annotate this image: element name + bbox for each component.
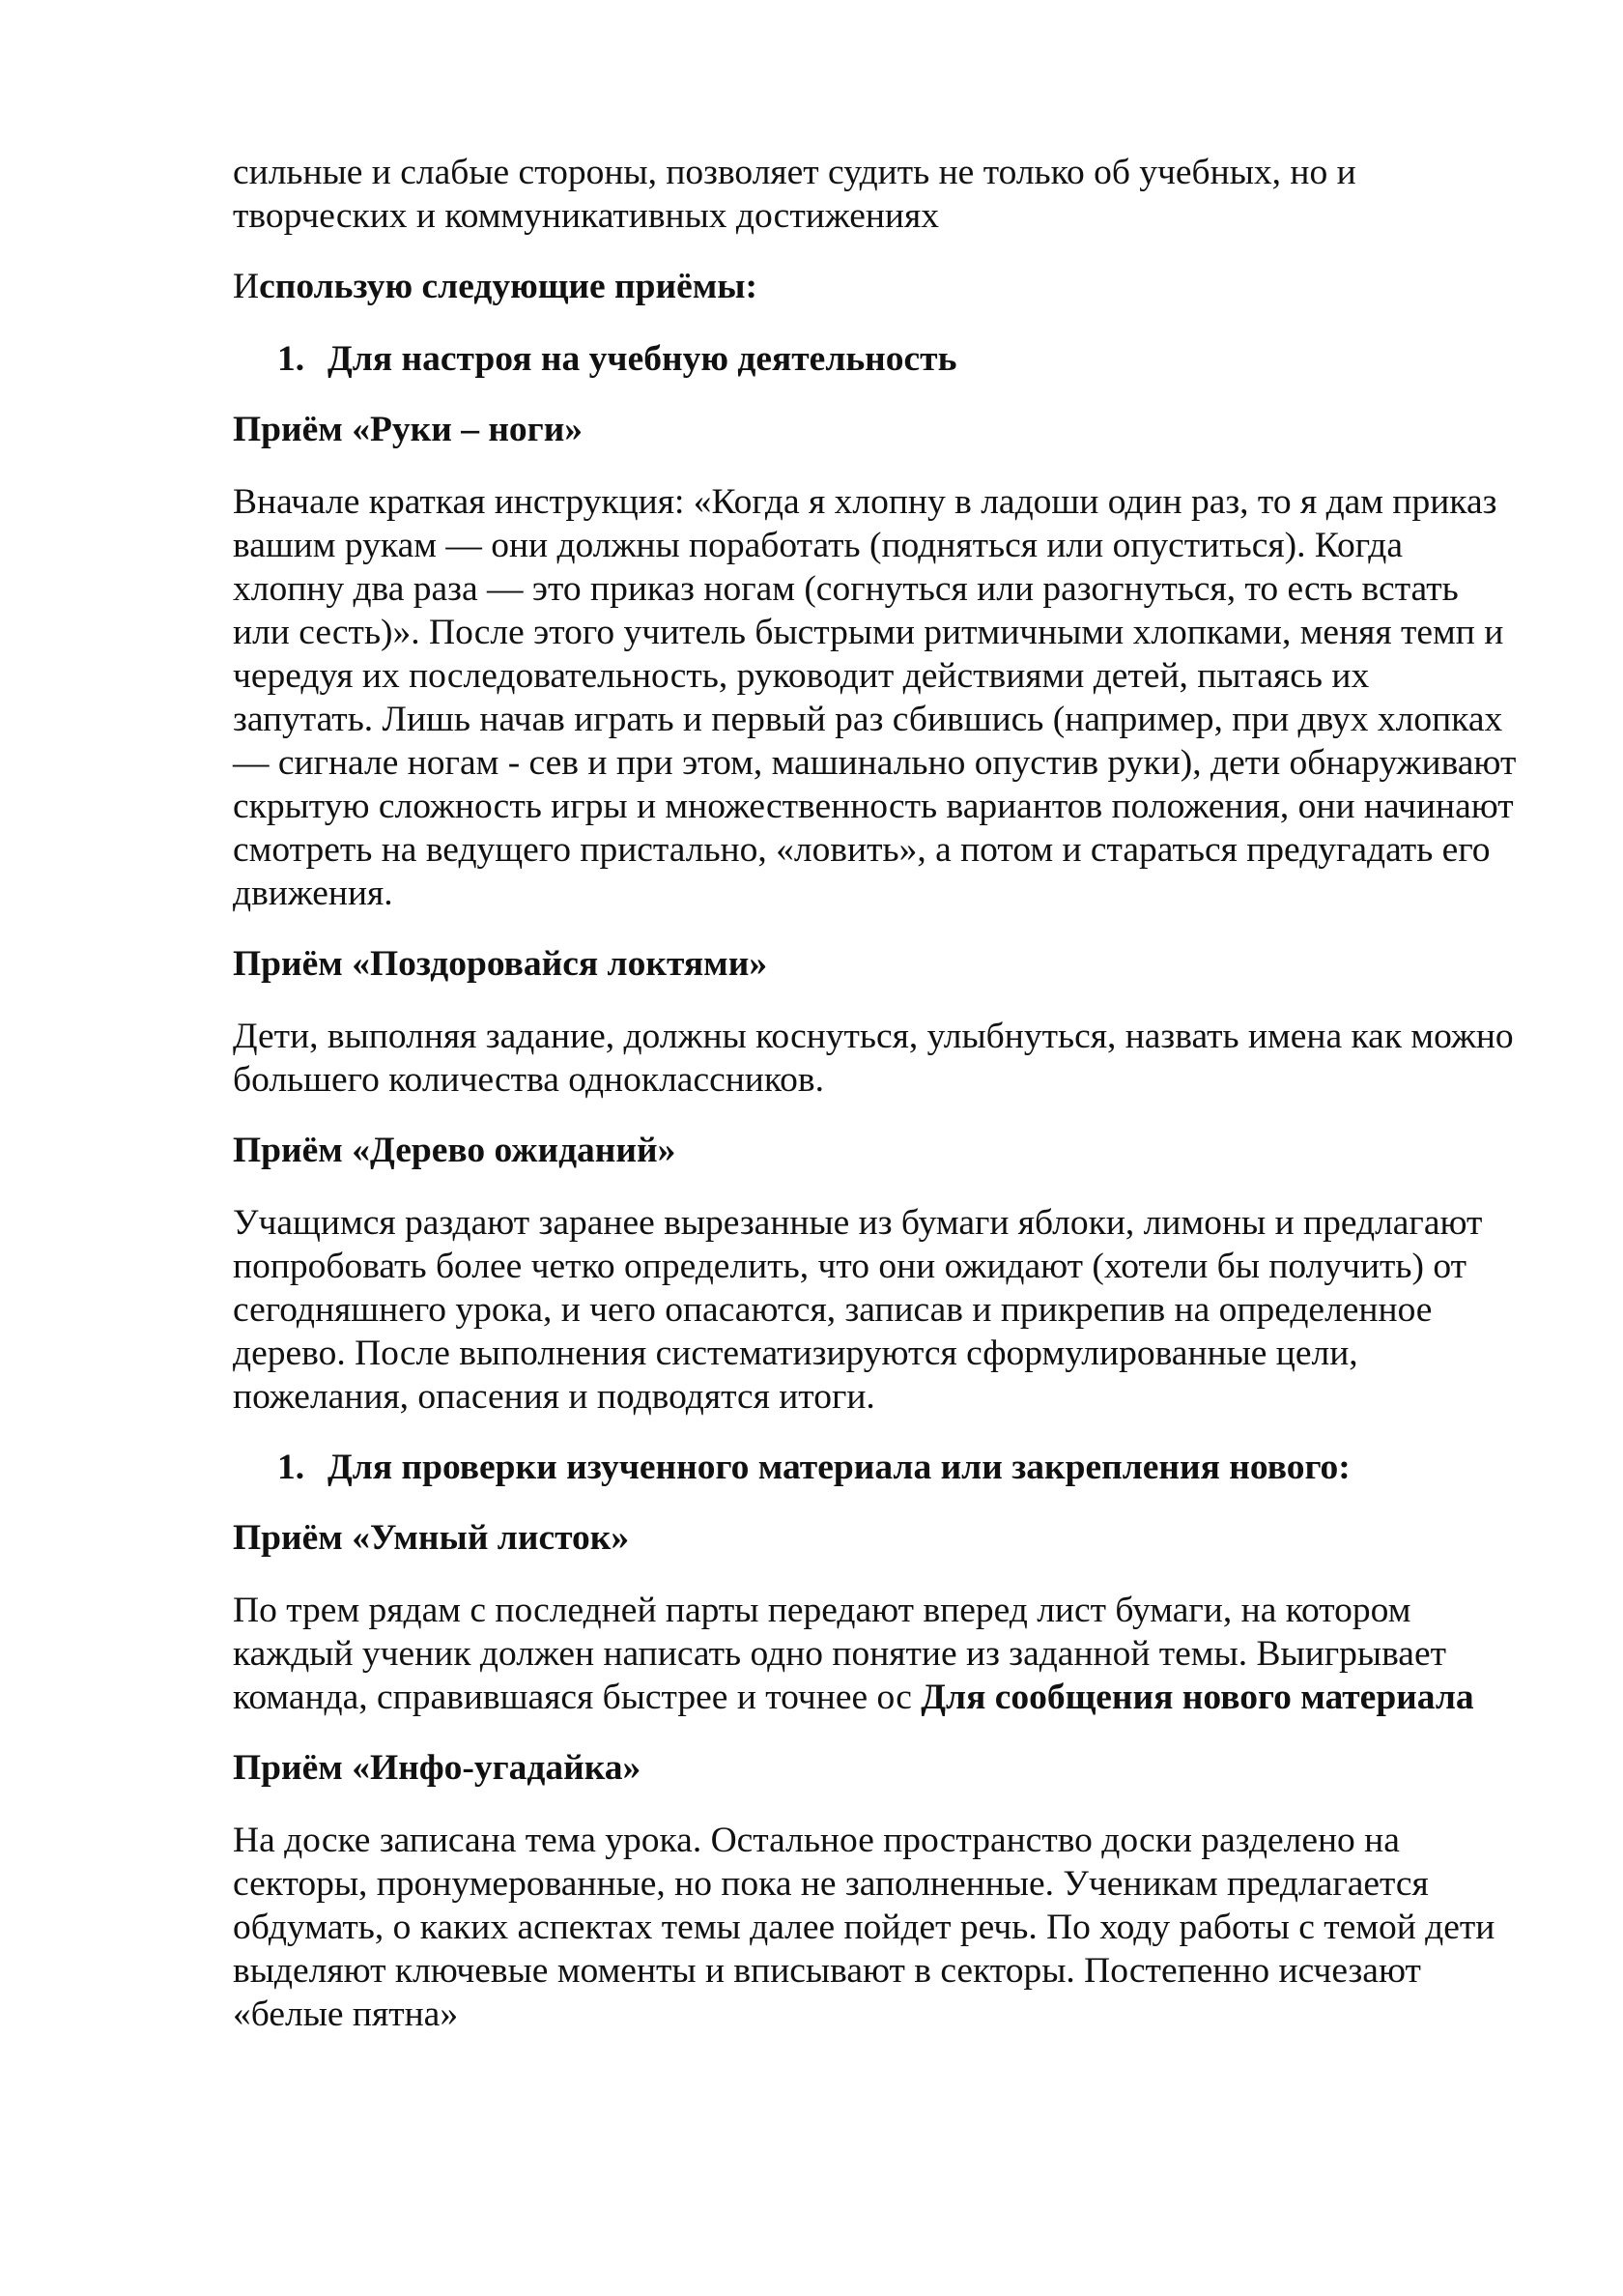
section-2-number: 1. xyxy=(277,1448,305,1487)
technique-5-text: На доске записана тема урока. Остальное пространство доски разделено на секторы, пронумерованные, но пока не заполненные. Ученикам предлагается обдумать, о каких аспектах темы далее пойдет речь. По ходу работы с темой дети выделяют ключевые моменты и вписывают в секторы. Постепенно исчезают «белые пятна» xyxy=(233,1821,1495,2034)
technique-3-text: Учащимся раздают заранее вырезанные из бумаги яблоки, лимоны и предлагают попробовать более четко определить, что они ожидают (хотели бы получить) от сегодняшнего урока, и чего опасаются, записав и прикрепив на определенное дерево. После выполнения систематизируются сформулированные цели, пожелания, опасения и подводятся итоги. xyxy=(233,1203,1483,1417)
technique-2-text: Дети, выполняя задание, должны коснуться, улыбнуться, назвать имена как можно большего количества одноклассников. xyxy=(233,1017,1514,1100)
technique-4-bold-tail: Для сообщения нового материала xyxy=(921,1678,1474,1717)
technique-4-title: Приём «Умный листок» xyxy=(233,1518,630,1558)
technique-3-title: Приём «Дерево ожиданий» xyxy=(233,1131,676,1170)
technique-4-text xyxy=(233,1589,1518,1719)
section-1-number: 1. xyxy=(277,339,305,379)
section-2-heading xyxy=(233,1446,1518,1489)
techniques-heading xyxy=(233,265,1518,308)
technique-1-text: Вначале краткая инструкция: «Когда я хлопну в ладоши один раз, то я дам приказ вашим рукам — они должны поработать (подняться или опуститься). Когда хлопну два раза — это приказ ногам (согнуться или разогнуться, то есть встать или сесть)». После этого учитель быстрыми ритмичными хлопками, меняя темп и чередуя их последовательность, руководит действиями детей, пытаясь их запутать. Лишь начав играть и первый раз сбившись (например, при двух хлопках — сигнале ногам - сев и при этом, машинально опустив руки), дети обнаруживают скрытую сложность игры и множественность вариантов положения, они начинают смотреть на ведущего пристально, «ловить», а потом и стараться предугадать его движения. xyxy=(233,482,1517,913)
section-1-heading xyxy=(233,337,1518,381)
technique-5-title: Приём «Инфо-угадайка» xyxy=(233,1748,641,1788)
section-2-title: Для проверки изученного материала или закрепления нового: xyxy=(327,1448,1351,1487)
technique-1-title: Приём «Руки – ноги» xyxy=(233,410,584,449)
technique-2-title: Приём «Поздоровайся локтями» xyxy=(233,944,768,984)
page-content xyxy=(233,151,1518,2063)
techniques-heading-initial: И xyxy=(233,267,260,306)
section-1-title: Для настроя на учебную деятельность xyxy=(327,339,957,379)
intro-paragraph: сильные и слабые стороны, позволяет судить не только об учебных, но и творческих и коммуникативных достижениях xyxy=(233,153,1356,236)
technique-4-body: По трем рядам с последней парты передают вперед лист бумаги, на котором каждый ученик должен написать одно понятие из заданной темы. Выигрывает команда, справившаяся быстрее и точнее ос xyxy=(233,1591,1446,1717)
techniques-heading-text: спользую следующие приёмы: xyxy=(259,267,758,306)
